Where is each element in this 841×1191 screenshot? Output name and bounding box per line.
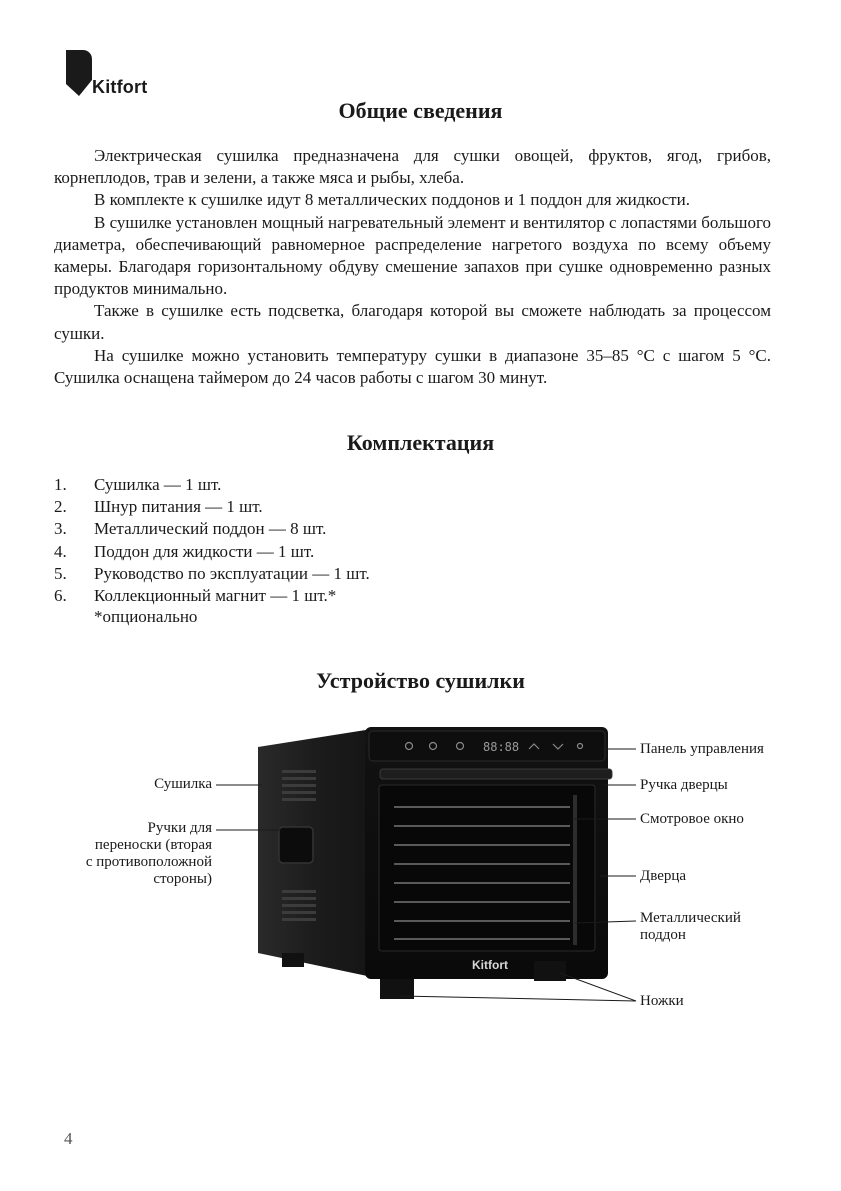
label-dryer: Сушилка xyxy=(154,776,212,792)
list-text: Коллекционный магнит — 1 шт.* xyxy=(94,586,337,606)
list-text: Поддон для жидкости — 1 шт. xyxy=(94,541,315,561)
label-line: с противоположной xyxy=(85,854,212,870)
label-tray xyxy=(640,910,741,944)
door-handle xyxy=(380,769,612,779)
list-number: 1. xyxy=(54,475,67,494)
kitfort-logo xyxy=(66,50,176,100)
section-title-device: Устройство сушилки xyxy=(316,668,525,693)
label-line: переноски (вторая xyxy=(94,837,212,853)
list-item xyxy=(54,541,370,563)
list-number: 2. xyxy=(54,497,67,517)
label-line: Металлический xyxy=(640,910,741,926)
label-line: стороны) xyxy=(153,871,212,887)
dryer-side-panel xyxy=(258,729,372,977)
label-door: Дверца xyxy=(640,868,687,884)
label-carry-handles xyxy=(60,820,212,888)
page-number: 4 xyxy=(64,1129,73,1148)
list-text: Шнур питания — 1 шт. xyxy=(94,497,263,517)
label-window: Смотровое окно xyxy=(640,811,744,827)
logo-text: Kitfort xyxy=(92,77,148,97)
display-readout: 88:88 xyxy=(483,740,520,754)
list-number: 5. xyxy=(54,563,67,583)
paragraph: В сушилке установлен мощный нагревательный элемент и вентилятор с лопастями большого диаметра, обеспечивающий равномерное распределение нагретого воздуха по всему объему камеры. Благодаря горизонтальному обдуву смешение запахов при сушке одновременно разных продуктов минимально. xyxy=(54,212,771,299)
device-diagram xyxy=(0,715,841,1015)
logo-mark-icon xyxy=(66,50,92,98)
list-item xyxy=(54,496,370,518)
label-line: поддон xyxy=(640,927,686,943)
list-text: Руководство по эксплуатации — 1 шт. xyxy=(94,563,370,583)
leg-front-right xyxy=(534,961,566,981)
label-door-handle: Ручка дверцы xyxy=(640,777,728,793)
list-number: 4. xyxy=(54,541,67,561)
door-logo: Kitfort xyxy=(472,958,508,972)
label-line: Ручки для xyxy=(147,820,212,836)
section-title-general: Общие сведения xyxy=(338,98,503,123)
list-item xyxy=(54,474,370,496)
label-legs: Ножки xyxy=(640,993,684,1009)
paragraph: В комплекте к сушилке идут 8 металлических поддонов и 1 поддон для жидкости. xyxy=(94,190,690,210)
kit-list xyxy=(54,474,370,607)
paragraph: Также в сушилке есть подсветка, благодаря которой вы сможете наблюдать за процессом сушки. xyxy=(54,301,771,343)
carry-handle xyxy=(279,827,313,863)
section-title-kit: Комплектация xyxy=(346,430,495,455)
general-text xyxy=(54,145,771,389)
list-item xyxy=(54,585,370,607)
paragraph: Электрическая сушилка предназначена для сушки овощей, фруктов, ягод, грибов, корнеплодов, трав и зелени, а также мяса и рыбы, хлеба. xyxy=(54,146,771,188)
label-control-panel: Панель управления xyxy=(640,741,764,757)
paragraph: На сушилке можно установить температуру сушки в диапазоне 35–85 °С с шагом 5 °С. Сушилка оснащена таймером до 24 часов работы с шагом 30 минут. xyxy=(54,345,771,388)
kit-footnote: *опционально xyxy=(94,607,198,626)
list-item xyxy=(54,563,370,585)
list-number: 3. xyxy=(54,519,67,539)
list-number: 6. xyxy=(54,586,67,606)
list-text: Сушилка — 1 шт. xyxy=(94,475,222,494)
list-item xyxy=(54,518,370,540)
viewing-window xyxy=(379,785,595,951)
leg-back xyxy=(282,953,304,967)
list-text: Металлический поддон — 8 шт. xyxy=(94,519,327,539)
